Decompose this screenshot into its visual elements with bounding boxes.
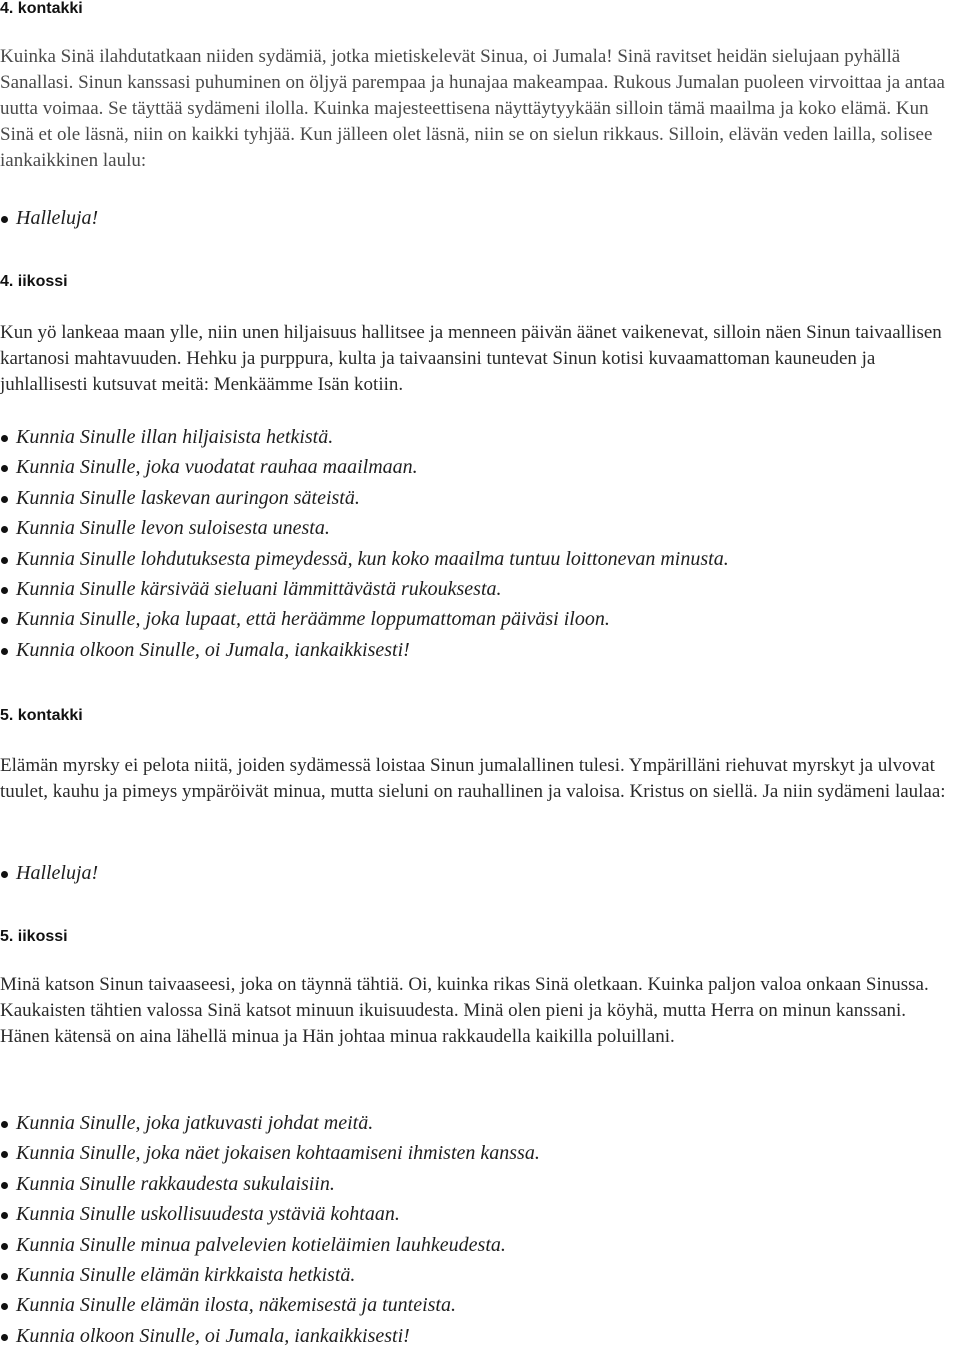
- bullet-icon: [1, 587, 8, 594]
- praise-list: [0, 858, 960, 888]
- bullet-icon: [1, 648, 8, 655]
- list-item-text: Kunnia Sinulle minua palvelevien kotieläimien lauhkeudesta.: [16, 1233, 506, 1256]
- list-item-text: Kunnia Sinulle elämän ilosta, näkemisestä ja tunteista.: [16, 1294, 456, 1317]
- list-item: [0, 635, 960, 665]
- bullet-icon: [1, 617, 8, 624]
- list-item-text: Kunnia olkoon Sinulle, oi Jumala, iankaikkisesti!: [16, 1324, 410, 1347]
- list-item: [0, 1199, 960, 1229]
- bullet-icon: [1, 871, 8, 878]
- section-paragraph: Elämän myrsky ei pelota niitä, joiden sydämessä loistaa Sinun jumalallinen tulesi. Ympärilläni riehuvat myrskyt ja ulvovat tuulet, kauhu ja pimeys ympäröivät minua, mutta sieluni on rauhallinen ja valoisa. Kristus on siellä. Ja niin sydämeni laulaa:: [0, 755, 946, 802]
- list-item: [0, 1321, 960, 1351]
- list-item: [0, 1169, 960, 1199]
- bullet-icon: [1, 1303, 8, 1310]
- list-item: [0, 422, 960, 452]
- bullet-icon: [1, 216, 8, 223]
- list-item: [0, 1230, 960, 1260]
- praise-list: [0, 1108, 960, 1351]
- bullet-icon: [1, 1182, 8, 1189]
- list-item: [0, 544, 960, 574]
- list-item-text: Kunnia Sinulle uskollisuudesta ystäviä kohtaan.: [16, 1203, 400, 1226]
- list-item: [0, 604, 960, 634]
- bullet-icon: [1, 1273, 8, 1280]
- bullet-icon: [1, 435, 8, 442]
- list-item: [0, 452, 960, 482]
- bullet-icon: [1, 1243, 8, 1250]
- list-item-text: Kunnia Sinulle rakkaudesta sukulaisiin.: [16, 1172, 335, 1195]
- section-heading: 5. iikossi: [0, 928, 68, 945]
- section-heading: 5. kontakki: [0, 707, 83, 724]
- list-item-text: Kunnia Sinulle levon suloisesta unesta.: [16, 517, 330, 540]
- list-item-text: Kunnia Sinulle kärsivää sieluani lämmittävästä rukouksesta.: [16, 578, 502, 601]
- list-item: [0, 1290, 960, 1320]
- section-paragraph: Kun yö lankeaa maan ylle, niin unen hiljaisuus hallitsee ja menneen päivän äänet vaikenevat, silloin näen Sinun taivaallisen kartanosi mahtavuuden. Hehku ja purppura, kulta ja taivaansini tuntevat Sinun kotisi kuvaamattoman kauneuden ja juhlallisesti kutsuvat meitä: Menkäämme Isän kotiin.: [0, 322, 942, 395]
- list-item-text: Kunnia Sinulle illan hiljaisista hetkistä.: [16, 426, 334, 448]
- list-item-text: Halleluja!: [16, 862, 99, 884]
- list-item: [0, 513, 960, 543]
- list-item-text: Kunnia Sinulle, joka vuodatat rauhaa maailmaan.: [16, 456, 418, 479]
- section-heading: 4. kontakki: [0, 0, 83, 17]
- bullet-icon: [1, 496, 8, 503]
- list-item: [0, 203, 960, 233]
- list-item-text: Kunnia Sinulle, joka näet jokaisen kohtaamiseni ihmisten kanssa.: [16, 1142, 540, 1165]
- bullet-icon: [1, 1151, 8, 1158]
- bullet-icon: [1, 1212, 8, 1219]
- praise-list: [0, 203, 960, 233]
- list-item-text: Kunnia Sinulle laskevan auringon säteistä.: [16, 486, 360, 509]
- list-item: [0, 483, 960, 513]
- section-paragraph: Kuinka Sinä ilahdutatkaan niiden sydämiä, jotka mietiskelevät Sinua, oi Jumala! Sinä ravitset heidän sielujaan pyhällä Sanallasi. Sinun kanssasi puhuminen on öljyä parempaa ja hunajaa makeampaa. Rukous Jumalan puoleen virvoittaa ja antaa uutta voimaa. Se täyttää sydämeni ilolla. Kuinka majesteettisena näyttäytyykään silloin tämä maailma ja koko elämä. Kun Sinä et ole läsnä, niin on kaikki tyhjää. Kun jälleen olet läsnä, niin se on sielun rikkaus. Silloin, elävän veden lailla, solisee iankaikkinen laulu:: [0, 46, 945, 171]
- bullet-icon: [1, 526, 8, 533]
- list-item-text: Halleluja!: [16, 207, 99, 229]
- list-item-text: Kunnia olkoon Sinulle, oi Jumala, iankaikkisesti!: [16, 638, 410, 661]
- bullet-icon: [1, 465, 8, 472]
- list-item: [0, 1260, 960, 1290]
- praise-list: [0, 422, 960, 665]
- bullet-icon: [1, 1121, 8, 1128]
- section-heading: 4. iikossi: [0, 273, 68, 290]
- bullet-icon: [1, 1334, 8, 1341]
- list-item-text: Kunnia Sinulle, joka lupaat, että heräämme loppumattoman päiväsi iloon.: [16, 608, 610, 631]
- list-item: [0, 858, 960, 888]
- list-item: [0, 574, 960, 604]
- list-item: [0, 1138, 960, 1168]
- list-item-text: Kunnia Sinulle, joka jatkuvasti johdat meitä.: [16, 1112, 374, 1134]
- list-item-text: Kunnia Sinulle elämän kirkkaista hetkistä.: [16, 1264, 356, 1287]
- bullet-icon: [1, 557, 8, 564]
- list-item: [0, 1108, 960, 1138]
- section-paragraph: Minä katson Sinun taivaaseesi, joka on täynnä tähtiä. Oi, kuinka rikas Sinä oletkaan. Kuinka paljon valoa onkaan Sinussa. Kaukaisten tähtien valossa Sinä katsot minuun ikuisuudesta. Minä olen pieni ja köyhä, mutta Herra on minun kanssani. Hänen kätensä on aina lähellä minua ja Hän johtaa minua rakkaudella kaikilla poluillani.: [0, 974, 929, 1047]
- list-item-text: Kunnia Sinulle lohdutuksesta pimeydessä, kun koko maailma tuntuu loittonevan minusta.: [16, 547, 729, 570]
